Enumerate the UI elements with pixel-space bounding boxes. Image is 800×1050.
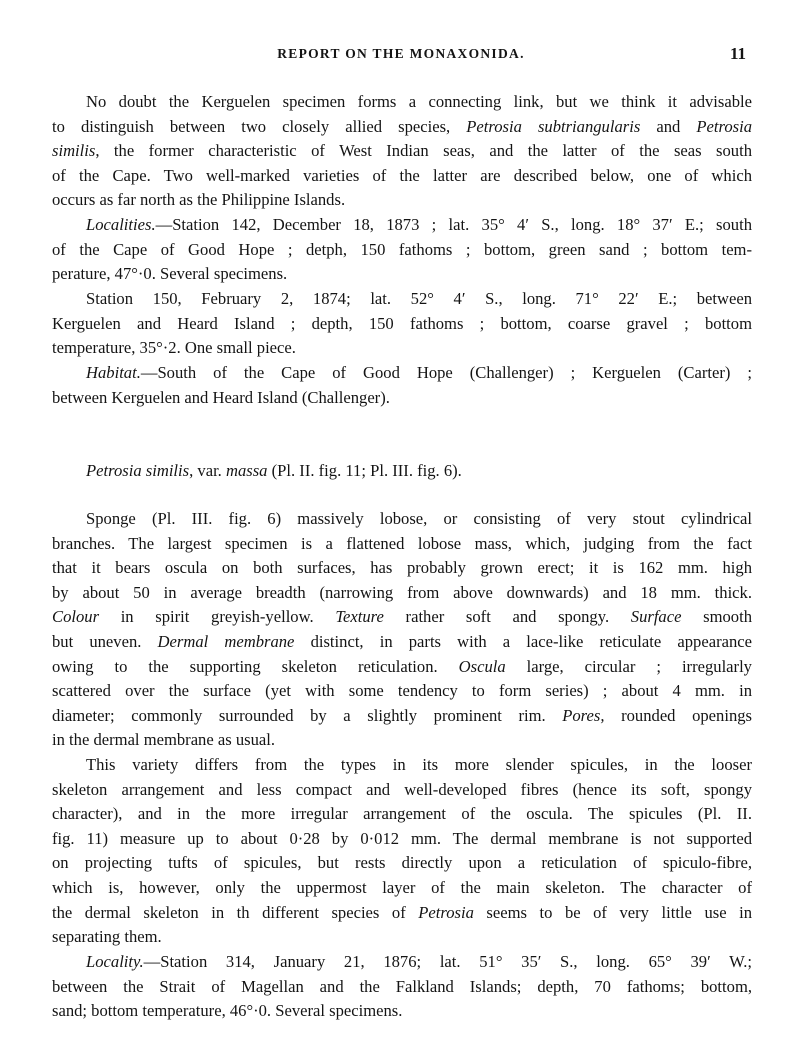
genus-name: Petrosia — [696, 116, 752, 136]
text-line: Petrosia similis, var. massa (Pl. II. fig. 11; Pl. III. fig. 6). — [86, 461, 462, 480]
text-line: This variety differs from the types in its more slender spicules, in the looser — [86, 755, 752, 774]
description-paragraph — [52, 507, 752, 753]
text-line: similis, the former characteristic of West Indian seas, and the latter of the seas south — [52, 141, 752, 161]
text-line: that it bears oscula on both surfaces, has probably grown erect; it is 162 mm. high — [52, 558, 752, 578]
text-line: in the dermal membrane as usual. — [52, 730, 276, 750]
species-name: Petrosia subtriangularis — [466, 116, 641, 136]
habitat-paragraph — [52, 361, 752, 410]
text-line: branches. The largest specimen is a flattened lobose mass, which, judging from the fact — [52, 533, 752, 553]
text-line: between the Strait of Magellan and the Falkland Islands; depth, 70 fathoms; bottom, — [52, 976, 752, 996]
text-line: Kerguelen and Heard Island ; depth, 150 fathoms ; bottom, coarse gravel ; bottom — [52, 313, 752, 333]
genus-name: Petrosia — [418, 902, 474, 922]
species-name: similis — [52, 141, 96, 161]
text-line: Localities.—Station 142, December 18, 1873 ; lat. 35° 4′ S., long. 18° 37′ E.; south — [86, 215, 752, 234]
text-line: fig. 11) measure up to about 0·28 by 0·012 mm. The dermal membrane is not supported — [52, 828, 752, 848]
text-line: which is, however, only the uppermost layer of the main skeleton. The character of — [52, 877, 752, 897]
section-label: Habitat. — [86, 363, 141, 382]
section-label: Localities. — [86, 215, 156, 234]
text-line: on projecting tufts of spicules, but rests directly upon a reticulation of spiculo-fibre, — [52, 853, 752, 873]
text-line: by about 50 in average breadth (narrowing from above downwards) and 18 mm. thick. — [52, 582, 752, 602]
text-line: temperature, 35°·2. One small piece. — [52, 338, 296, 358]
running-title: REPORT ON THE MONAXONIDA. — [277, 46, 525, 61]
species-name: Petrosia similis — [86, 461, 190, 480]
text-line: Station 150, February 2, 1874; lat. 52° 4′ S., long. 71° 22′ E.; between — [86, 289, 752, 308]
variety-name: massa — [225, 461, 268, 480]
section-label: Locality. — [86, 952, 144, 971]
text-line: Sponge (Pl. III. fig. 6) massively lobose, or consisting of very stout cylindrical — [86, 509, 752, 528]
text-line: character), and in the more irregular arrangement of the oscula. The spicules (Pl. II. — [52, 804, 752, 824]
locality-paragraph — [52, 950, 752, 1024]
comparison-paragraph — [52, 753, 752, 950]
text-line: skeleton arrangement and less compact and well-developed fibres (hence its soft, spongy — [52, 779, 752, 799]
variety-heading — [52, 459, 752, 484]
text-line: Habitat.—South of the Cape of Good Hope (Challenger) ; Kerguelen (Carter) ; — [86, 363, 752, 382]
text-line: sand; bottom temperature, 46°·0. Several specimens. — [52, 1001, 403, 1021]
text-line: diameter; commonly surrounded by a slightly prominent rim. Pores, rounded openings — [52, 705, 752, 725]
text-line: occurs as far north as the Philippine Islands. — [52, 190, 346, 210]
text-line: separating them. — [52, 927, 162, 947]
text-line: the dermal skeleton in th different species of Petrosia seems to be of very little use in — [52, 902, 752, 922]
text-line: perature, 47°·0. Several specimens. — [52, 264, 288, 284]
text-line: of the Cape of Good Hope ; detph, 150 fathoms ; bottom, green sand ; bottom tem- — [52, 239, 752, 259]
running-header — [52, 46, 750, 70]
text-line: but uneven. Dermal membrane distinct, in parts with a lace-like reticulate appearance — [52, 631, 752, 651]
text-line: Colour in spirit greyish-yellow. Texture rather soft and spongy. Surface smooth — [52, 607, 752, 627]
station-150-paragraph — [52, 287, 752, 361]
text-line: Locality.—Station 314, January 21, 1876; lat. 51° 35′ S., long. 65° 39′ W.; — [86, 952, 752, 971]
text-line: No doubt the Kerguelen specimen forms a connecting link, but we think it advisable — [86, 92, 752, 111]
text-line: of the Cape. Two well-marked varieties of the latter are described below, one of which — [52, 165, 752, 185]
text-line: owing to the supporting skeleton reticulation. Oscula large, circular ; irregularly — [52, 656, 752, 676]
page-number: 11 — [729, 44, 746, 63]
localities-paragraph — [52, 213, 752, 287]
text-line: between Kerguelen and Heard Island (Challenger). — [52, 387, 390, 407]
text-line: scattered over the surface (yet with some tendency to form series) ; about 4 mm. in — [52, 681, 752, 701]
intro-paragraph — [52, 90, 752, 213]
text-line: to distinguish between two closely allied species, Petrosia subtriangularis and Petrosia — [52, 116, 752, 136]
